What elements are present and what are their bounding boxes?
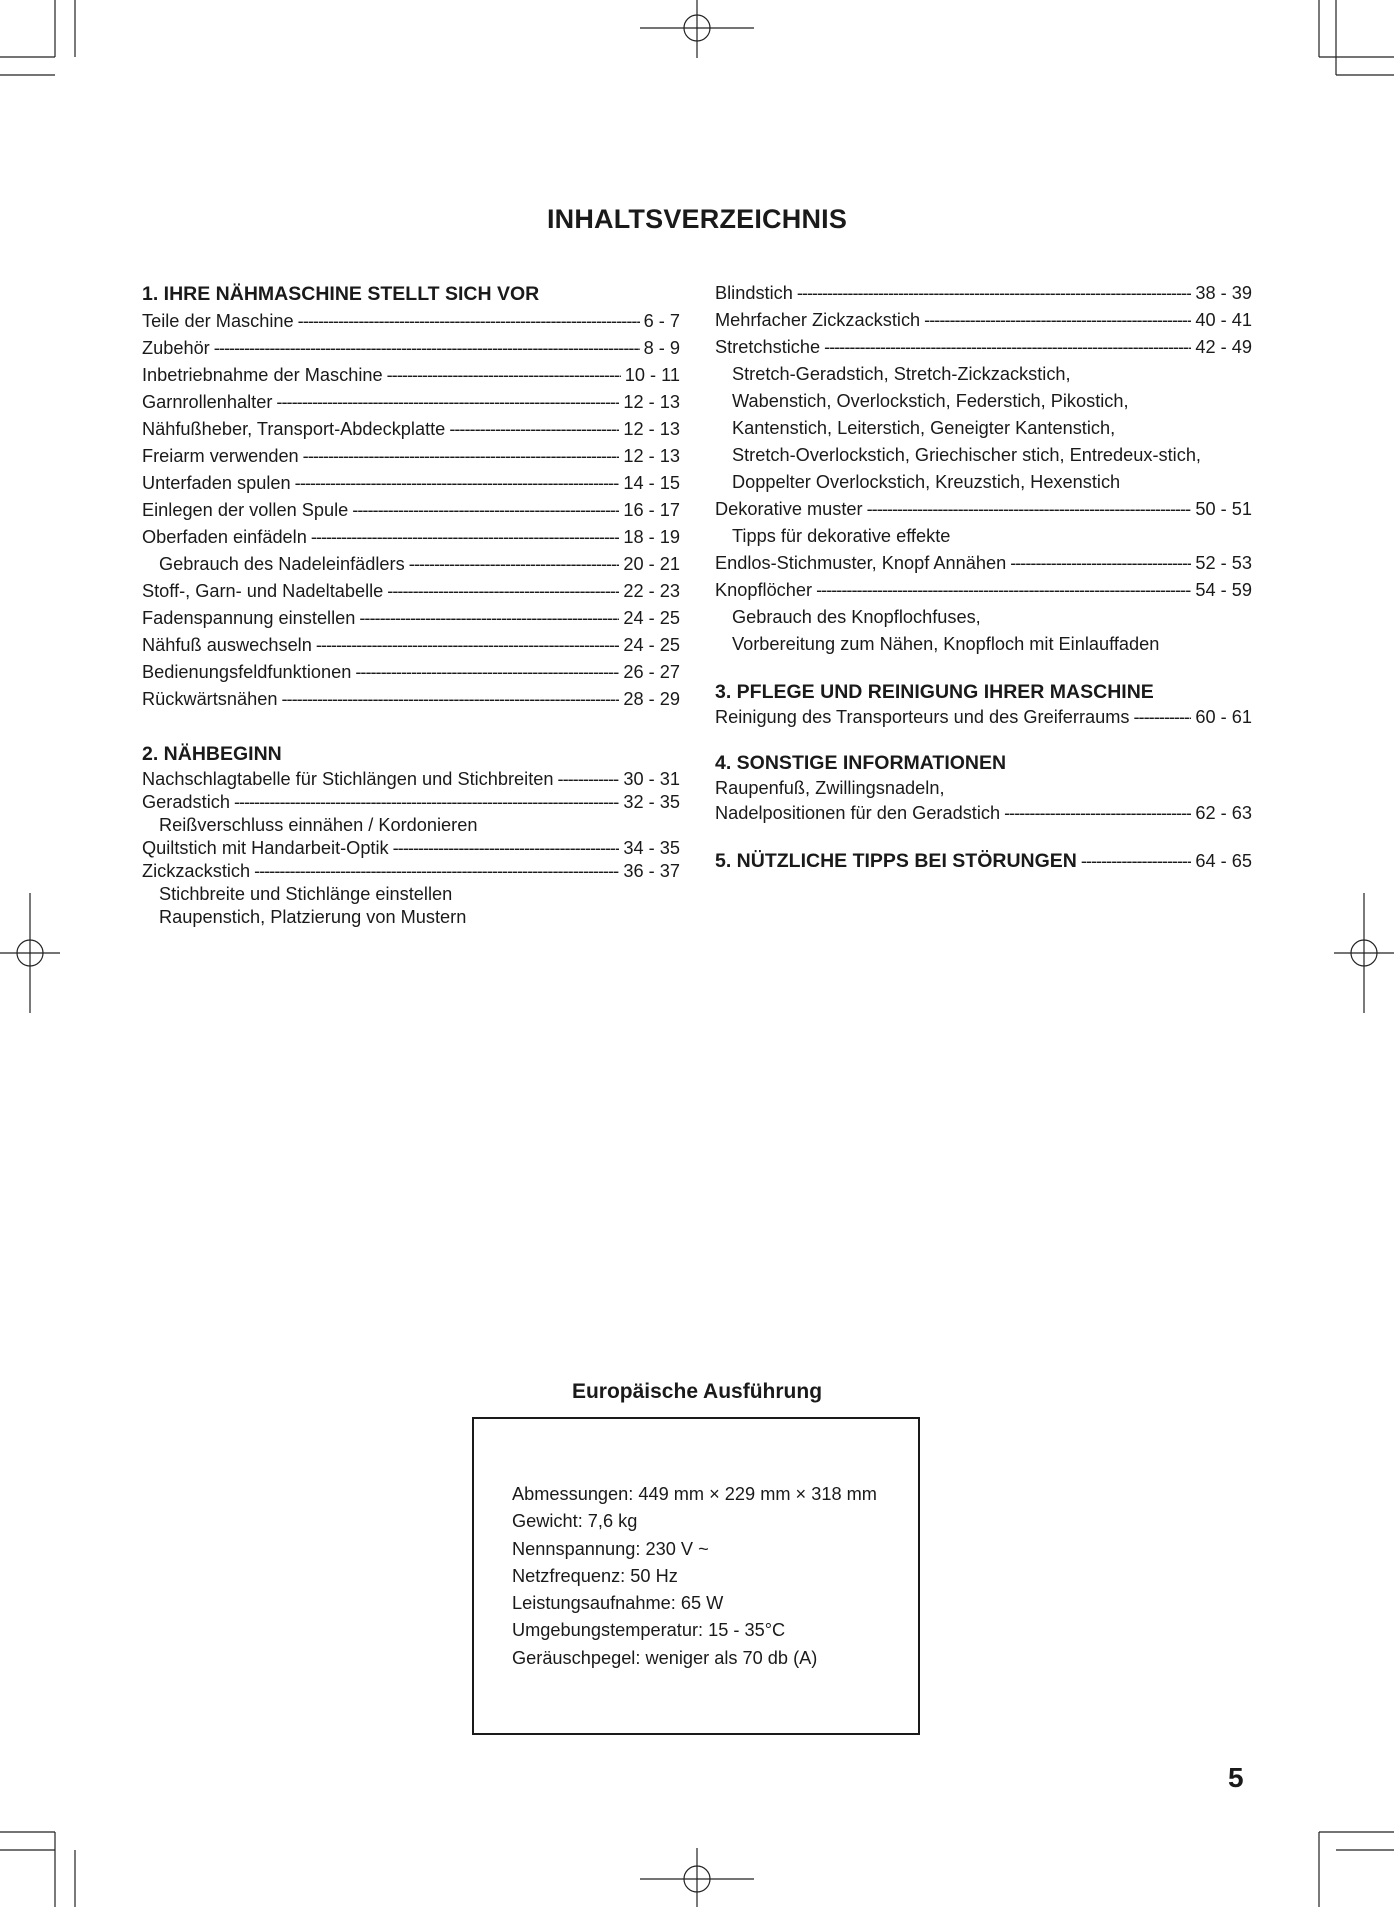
toc-subentry: Wabenstich, Overlockstich, Federstich, Pikostich, [732, 391, 1129, 411]
spec-line: Leistungsaufnahme: 65 W [512, 1593, 724, 1614]
toc-subentry: Reißverschluss einnähen / Kordonieren [159, 815, 478, 835]
toc-entry: Rückwärtsnähen ----- 28 - 29 [142, 686, 680, 713]
toc-entry: Geradstich ----- 32 - 35 [142, 791, 680, 814]
toc-entry: Freiarm verwenden ----- 12 - 13 [142, 443, 680, 470]
toc-entry: Teile der Maschine ----- 6 - 7 [142, 308, 680, 335]
section-3-heading: 3. PFLEGE UND REINIGUNG IHRER MASCHINE [715, 681, 1154, 703]
specs-box [472, 1417, 920, 1735]
toc-subentry: Vorbereitung zum Nähen, Knopfloch mit Einlauffaden [732, 634, 1160, 654]
toc-entry: Bedienungsfeldfunktionen ----- 26 - 27 [142, 659, 680, 686]
toc-entry: Unterfaden spulen ----- 14 - 15 [142, 470, 680, 497]
toc-entry: Nähfußheber, Transport-Abdeckplatte ----- 12 - 13 [142, 416, 680, 443]
toc-entry: Nachschlagtabelle für Stichlängen und Stichbreiten ----- 30 - 31 [142, 768, 680, 791]
page-number: 5 [1228, 1762, 1244, 1793]
toc-entry: Zickzackstich ----- 36 - 37 [142, 860, 680, 883]
toc-subentry: Tipps für dekorative effekte [732, 526, 951, 546]
toc-entry: Einlegen der vollen Spule ----- 16 - 17 [142, 497, 680, 524]
toc-left-column [142, 280, 680, 929]
toc-subentry: Stretch-Geradstich, Stretch-Zickzackstich, [732, 364, 1071, 384]
toc-entry: Gebrauch des Nadeleinfädlers ----- 20 - 21 [142, 551, 680, 578]
section-4-heading: 4. SONSTIGE INFORMATIONEN [715, 752, 1007, 774]
spec-line: Geräuschpegel: weniger als 70 db (A) [512, 1647, 818, 1668]
toc-right-column [715, 280, 1252, 875]
specs-title: Europäische Ausführung [571, 1380, 823, 1403]
toc-entry: Zubehör ----- 8 - 9 [142, 335, 680, 362]
toc-entry: 5. NÜTZLICHE TIPPS BEI STÖRUNGEN ----- 64 - 65 [715, 847, 1252, 875]
toc-subentry: Gebrauch des Knopflochfuses, [732, 607, 981, 627]
toc-entry: Stretchstiche ----- 42 - 49 [715, 334, 1252, 361]
toc-entry: Nadelpositionen für den Geradstich ----- 62 - 63 [715, 800, 1252, 827]
section-2-heading: 2. NÄHBEGINN [142, 743, 282, 765]
toc-entry: Stoff-, Garn- und Nadeltabelle ----- 22 - 23 [142, 578, 680, 605]
spec-line: Abmessungen: 449 mm × 229 mm × 318 mm [512, 1484, 877, 1504]
toc-entry: Garnrollenhalter ----- 12 - 13 [142, 389, 680, 416]
section-5-heading: 5. NÜTZLICHE TIPPS BEI STÖRUNGEN [715, 850, 1077, 872]
toc-subentry: Stichbreite und Stichlänge einstellen [159, 884, 453, 904]
toc-entry: Nähfuß auswechseln ----- 24 - 25 [142, 632, 680, 659]
toc-subentry: Stretch-Overlockstich, Griechischer stich, Entredeux-stich, [732, 445, 1201, 465]
toc-entry: Dekorative muster ----- 50 - 51 [715, 496, 1252, 523]
page-title: INHALTSVERZEICHNIS [546, 204, 848, 234]
toc-entry: Inbetriebnahme der Maschine ----- 10 - 11 [142, 362, 680, 389]
toc-entry: Reinigung des Transporteurs und des Greiferraums ----- 60 - 61 [715, 706, 1252, 729]
toc-entry: Oberfaden einfädeln ----- 18 - 19 [142, 524, 680, 551]
section-1-heading: 1. IHRE NÄHMASCHINE STELLT SICH VOR [142, 283, 540, 305]
toc-entry: Knopflöcher ----- 54 - 59 [715, 577, 1252, 604]
toc-subentry: Raupenfuß, Zwillingsnadeln, [715, 778, 945, 798]
spec-line: Nennspannung: 230 V ~ [512, 1538, 709, 1559]
toc-subentry: Doppelter Overlockstich, Kreuzstich, Hexenstich [732, 472, 1121, 492]
toc-entry: Quiltstich mit Handarbeit-Optik ----- 34 - 35 [142, 837, 680, 860]
toc-entry: Fadenspannung einstellen ----- 24 - 25 [142, 605, 680, 632]
toc-subentry: Kantenstich, Leiterstich, Geneigter Kantenstich, [732, 418, 1116, 438]
spec-line: Netzfrequenz: 50 Hz [512, 1565, 678, 1586]
toc-subentry: Raupenstich, Platzierung von Mustern [159, 907, 467, 927]
toc-entry: Endlos-Stichmuster, Knopf Annähen ----- 52 - 53 [715, 550, 1252, 577]
toc-entry: Blindstich ----- 38 - 39 [715, 280, 1252, 307]
spec-line: Umgebungstemperatur: 15 - 35°C [512, 1620, 786, 1641]
specs-list [512, 1481, 877, 1672]
toc-entry: Mehrfacher Zickzackstich ----- 40 - 41 [715, 307, 1252, 334]
spec-line: Gewicht: 7,6 kg [512, 1511, 638, 1532]
